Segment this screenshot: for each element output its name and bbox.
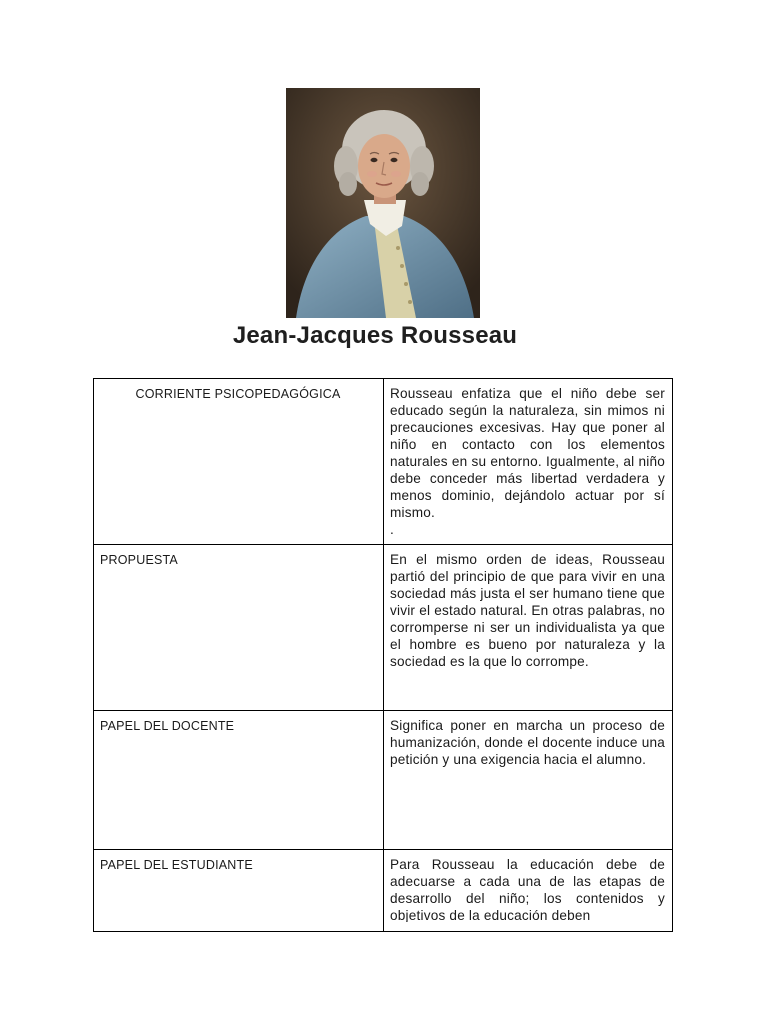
table-row xyxy=(94,850,673,932)
row-text-docente xyxy=(384,711,673,850)
paragraph: Para Rousseau la educación debe de adecuarse a cada una de las etapas de desarrollo del niño; los contenidos y objetivos de la educación deben xyxy=(390,857,665,922)
row-text-corriente xyxy=(384,379,673,545)
paragraph: Rousseau enfatiza que el niño debe ser educado según la naturaleza, sin mimos ni precauciones excesivas. Hay que poner al niño en contacto con los elementos naturales en su entorno. Igualmente, al niño debe conceder más libertad verdadera y menos dominio, dejándolo actuar por sí mismo. xyxy=(390,386,665,520)
table-row xyxy=(94,711,673,850)
row-label-corriente: CORRIENTE PSICOPEDAGÓGICA xyxy=(94,379,384,545)
document-title: Jean-Jacques Rousseau xyxy=(232,322,518,349)
row-label-docente: PAPEL DEL DOCENTE xyxy=(94,711,384,850)
row-text-propuesta xyxy=(384,545,673,711)
row-text-estudiante xyxy=(384,850,673,932)
table-row xyxy=(94,379,673,545)
paragraph: En el mismo orden de ideas, Rousseau partió del principio de que para vivir en una sociedad más justa el ser humano tiene que vivir el estado natural. En otras palabras, no corromperse ni ser un individualista ya que el hombre es bueno por naturaleza y la sociedad es la que lo corrompe. xyxy=(390,552,665,669)
portrait-image xyxy=(286,88,480,318)
table-row xyxy=(94,545,673,711)
paragraph: Significa poner en marcha un proceso de humanización, donde el docente induce una petición y una exigencia hacia el alumno. xyxy=(390,718,665,767)
row-label-propuesta: PROPUESTA xyxy=(94,545,384,711)
paragraph: . xyxy=(390,522,394,537)
info-table xyxy=(93,378,673,932)
row-label-estudiante: PAPEL DEL ESTUDIANTE xyxy=(94,850,384,932)
